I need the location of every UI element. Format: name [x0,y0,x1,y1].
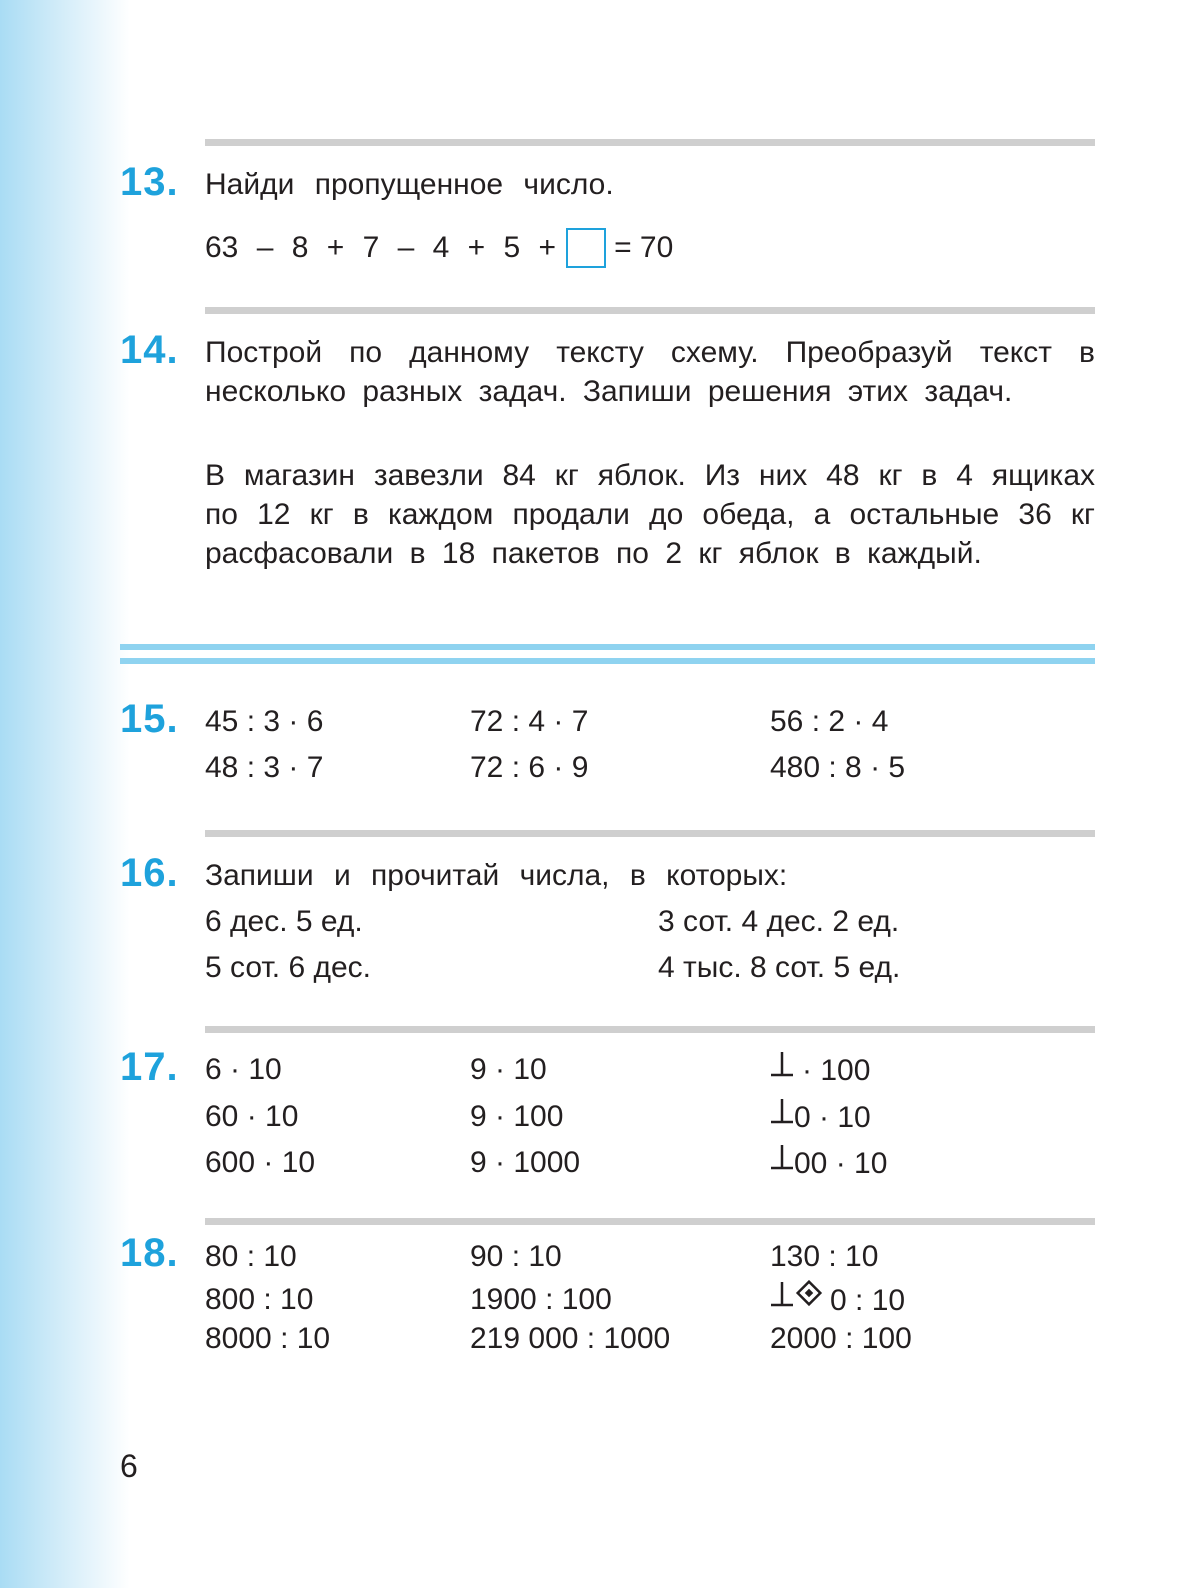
exercise-14-task-text: В магазин завезли 84 кг яблок. Из них 48 кг в 4 ящиках по 12 кг в каждом продали до обеда, а остальные 36 кг расфасовали в 18 пакетов по 2 кг яблок в каждый. [205,459,1095,570]
number-description: 6 дес. 5 ед. [205,905,363,938]
divider [205,1026,1095,1033]
equation-right: = 70 [614,231,674,264]
expression: 480 : 8 · 5 [770,751,906,784]
expression: 9 · 100 [470,1100,564,1133]
expression: 45 : 3 · 6 [205,705,324,738]
exercise-number-15: 15. [120,697,179,741]
exercise-number-18: 18. [120,1231,179,1275]
expression: 9 · 1000 [470,1146,581,1179]
expression-rest: 0 : 10 [830,1284,906,1317]
expression [770,1143,887,1183]
answer-box[interactable] [566,228,606,268]
expression: 60 · 10 [205,1100,299,1133]
exercise-number-14: 14. [120,328,179,372]
digit-placeholder-icon [770,1143,794,1173]
divider [205,830,1095,837]
expression: 600 · 10 [205,1146,316,1179]
exercise-number-13: 13. [120,160,179,204]
expression: 56 : 2 · 4 [770,705,889,738]
digit-placeholder-icon [770,1097,794,1127]
expression: 219 000 : 1000 [470,1322,671,1355]
expression: 800 : 10 [205,1283,314,1316]
section-divider-blue [120,658,1095,664]
divider [205,139,1095,146]
expression [770,1050,870,1090]
expression: 9 · 10 [470,1053,547,1086]
exercise-number-17: 17. [120,1045,179,1089]
digit-placeholder-icon [770,1280,794,1310]
side-gradient [0,0,130,1588]
expression: 6 · 10 [205,1053,282,1086]
divider [205,1218,1095,1225]
expression [770,1097,871,1137]
expression: 90 : 10 [470,1240,562,1273]
exercise-13-equation [205,228,673,268]
expression: 2000 : 100 [770,1322,912,1355]
expression-rest: · 100 [802,1054,871,1087]
expression: 72 : 6 · 9 [470,751,589,784]
number-description: 4 тыс. 8 сот. 5 ед. [658,951,901,984]
expression: 72 : 4 · 7 [470,705,589,738]
number-description: 5 сот. 6 дес. [205,951,372,984]
expression: 1900 : 100 [470,1283,612,1316]
page-number: 6 [120,1448,138,1484]
digit-placeholder-icon [770,1050,794,1080]
number-description: 3 сот. 4 дес. 2 ед. [658,905,900,938]
divider [205,307,1095,314]
section-divider-blue [120,644,1095,650]
exercise-13-prompt: Найди пропущенное число. [205,168,614,201]
expression-rest: 00 · 10 [794,1147,888,1180]
expression: 48 : 3 · 7 [205,751,324,784]
exercise-number-16: 16. [120,851,179,895]
exercise-16-prompt: Запиши и прочитай числа, в которых: [205,859,788,892]
equation-left: 63 – 8 + 7 – 4 + 5 + [205,231,557,264]
expression [770,1280,905,1320]
expression-rest: 0 · 10 [794,1101,871,1134]
diamond-placeholder-icon [794,1280,824,1310]
expression: 130 : 10 [770,1240,879,1273]
expression: 8000 : 10 [205,1322,331,1355]
exercise-14-instruction: Построй по данному тексту схему. Преобразуй текст в несколько разных задач. Запиши решения этих задач. [205,336,1095,408]
expression: 80 : 10 [205,1240,297,1273]
